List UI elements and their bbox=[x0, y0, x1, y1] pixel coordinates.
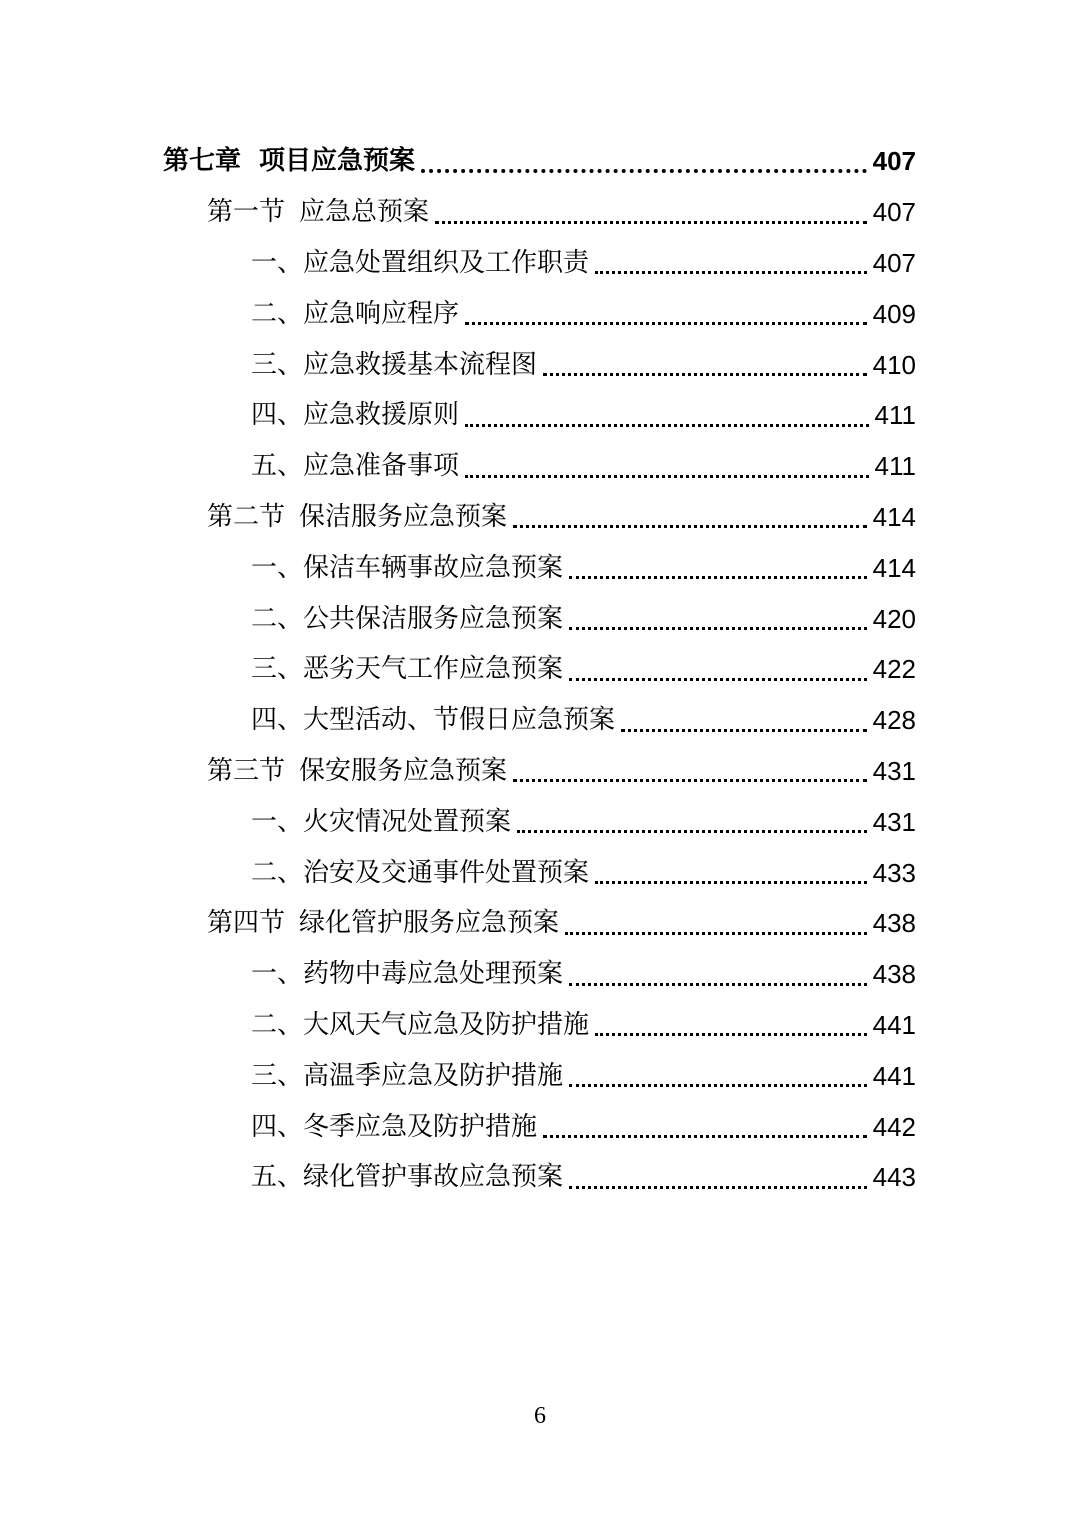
entry-prefix: 一、 bbox=[251, 247, 304, 278]
entry-prefix: 一、 bbox=[251, 806, 304, 837]
entry-page-number: 407 bbox=[872, 146, 916, 177]
toc-entry-subsection[interactable] bbox=[0, 847, 1080, 898]
toc-entry-subsection[interactable] bbox=[0, 1000, 1080, 1051]
entry-page-number: 441 bbox=[872, 1060, 916, 1091]
entry-title: 高温季应急及防护措施 bbox=[303, 1060, 564, 1091]
entry-prefix: 第一节 bbox=[207, 197, 286, 228]
toc-entry-subsection[interactable] bbox=[0, 390, 1080, 441]
entry-title: 应急响应程序 bbox=[303, 298, 460, 329]
entry-prefix: 四、 bbox=[251, 400, 304, 431]
dot-leader bbox=[569, 627, 867, 630]
toc-entry-section-4[interactable] bbox=[0, 898, 1080, 949]
dot-leader bbox=[513, 525, 867, 528]
entry-prefix: 五、 bbox=[251, 451, 304, 482]
entry-page-number: 438 bbox=[872, 959, 916, 990]
entry-page-number: 410 bbox=[872, 349, 916, 380]
entry-prefix: 第三节 bbox=[207, 755, 286, 786]
entry-page-number: 414 bbox=[872, 501, 916, 532]
entry-prefix: 三、 bbox=[251, 349, 304, 380]
entry-title: 项目应急预案 bbox=[259, 146, 416, 177]
entry-page-number: 442 bbox=[872, 1111, 916, 1142]
entry-title: 应急救援基本流程图 bbox=[303, 349, 538, 380]
entry-prefix: 第七章 bbox=[163, 146, 242, 177]
entry-page-number: 431 bbox=[872, 755, 916, 786]
entry-prefix: 第四节 bbox=[207, 908, 286, 939]
toc-entry-subsection[interactable] bbox=[0, 1101, 1080, 1152]
entry-prefix: 二、 bbox=[251, 298, 304, 329]
entry-page-number: 407 bbox=[872, 197, 916, 228]
entry-title: 绿化管护服务应急预案 bbox=[299, 908, 560, 939]
entry-title: 保洁服务应急预案 bbox=[299, 501, 508, 532]
dot-leader bbox=[543, 1135, 867, 1138]
dot-leader bbox=[595, 271, 867, 274]
entry-prefix: 三、 bbox=[251, 1060, 304, 1091]
toc-entry-subsection[interactable] bbox=[0, 339, 1080, 390]
entry-title: 治安及交通事件处置预案 bbox=[303, 857, 590, 888]
dot-leader bbox=[465, 475, 869, 478]
table-of-contents bbox=[0, 136, 1080, 1203]
dot-leader bbox=[517, 830, 867, 833]
toc-entry-subsection[interactable] bbox=[0, 238, 1080, 289]
dot-leader bbox=[435, 221, 867, 224]
dot-leader bbox=[569, 983, 867, 986]
toc-entry-section-3[interactable] bbox=[0, 746, 1080, 797]
entry-page-number: 443 bbox=[872, 1162, 916, 1193]
entry-title: 应急总预案 bbox=[299, 197, 430, 228]
toc-entry-subsection[interactable] bbox=[0, 288, 1080, 339]
entry-page-number: 422 bbox=[872, 654, 916, 685]
toc-entry-subsection[interactable] bbox=[0, 796, 1080, 847]
dot-leader bbox=[543, 373, 867, 376]
entry-page-number: 431 bbox=[872, 806, 916, 837]
entry-page-number: 441 bbox=[872, 1009, 916, 1040]
toc-entry-section-1[interactable] bbox=[0, 187, 1080, 238]
entry-title: 应急救援原则 bbox=[303, 400, 460, 431]
entry-title: 火灾情况处置预案 bbox=[303, 806, 512, 837]
toc-entry-subsection[interactable] bbox=[0, 542, 1080, 593]
entry-title: 保安服务应急预案 bbox=[299, 755, 508, 786]
entry-page-number: 411 bbox=[874, 400, 916, 431]
entry-page-number: 420 bbox=[872, 603, 916, 634]
toc-entry-subsection[interactable] bbox=[0, 695, 1080, 746]
entry-prefix: 二、 bbox=[251, 857, 304, 888]
dot-leader bbox=[569, 678, 867, 681]
dot-leader bbox=[595, 881, 867, 884]
entry-page-number: 411 bbox=[874, 451, 916, 482]
dot-leader bbox=[595, 1033, 867, 1036]
toc-entry-subsection[interactable] bbox=[0, 593, 1080, 644]
page-number: 6 bbox=[534, 1403, 546, 1429]
toc-entry-subsection[interactable] bbox=[0, 949, 1080, 1000]
entry-prefix: 二、 bbox=[251, 1009, 304, 1040]
dot-leader bbox=[465, 322, 867, 325]
entry-title: 药物中毒应急处理预案 bbox=[303, 959, 564, 990]
entry-page-number: 407 bbox=[872, 247, 916, 278]
entry-title: 恶劣天气工作应急预案 bbox=[303, 654, 564, 685]
entry-prefix: 二、 bbox=[251, 603, 304, 634]
toc-entry-subsection[interactable] bbox=[0, 644, 1080, 695]
toc-entry-section-2[interactable] bbox=[0, 492, 1080, 543]
entry-title: 应急准备事项 bbox=[303, 451, 460, 482]
entry-title: 绿化管护事故应急预案 bbox=[303, 1162, 564, 1193]
toc-entry-subsection[interactable] bbox=[0, 441, 1080, 492]
dot-leader bbox=[513, 779, 867, 782]
dot-leader bbox=[569, 1186, 867, 1189]
entry-title: 应急处置组织及工作职责 bbox=[303, 247, 590, 278]
dot-leader bbox=[621, 729, 867, 732]
dot-leader bbox=[565, 932, 867, 935]
entry-title: 保洁车辆事故应急预案 bbox=[303, 552, 564, 583]
entry-page-number: 433 bbox=[872, 857, 916, 888]
toc-entry-subsection[interactable] bbox=[0, 1050, 1080, 1101]
entry-title: 大型活动、节假日应急预案 bbox=[303, 705, 616, 736]
entry-page-number: 438 bbox=[872, 908, 916, 939]
toc-entry-chapter-7[interactable] bbox=[0, 136, 1080, 187]
dot-leader bbox=[569, 576, 867, 579]
entry-title: 公共保洁服务应急预案 bbox=[303, 603, 564, 634]
entry-prefix: 一、 bbox=[251, 959, 304, 990]
entry-title: 冬季应急及防护措施 bbox=[303, 1111, 538, 1142]
entry-page-number: 414 bbox=[872, 552, 916, 583]
entry-prefix: 第二节 bbox=[207, 501, 286, 532]
entry-prefix: 一、 bbox=[251, 552, 304, 583]
entry-prefix: 四、 bbox=[251, 705, 304, 736]
entry-prefix: 四、 bbox=[251, 1111, 304, 1142]
dot-leader bbox=[569, 1084, 867, 1087]
dot-leader bbox=[465, 424, 869, 427]
entry-page-number: 409 bbox=[872, 298, 916, 329]
entry-prefix: 五、 bbox=[251, 1162, 304, 1193]
entry-title: 大风天气应急及防护措施 bbox=[303, 1009, 590, 1040]
dot-leader bbox=[421, 169, 867, 173]
entry-page-number: 428 bbox=[872, 705, 916, 736]
entry-prefix: 三、 bbox=[251, 654, 304, 685]
toc-entry-subsection[interactable] bbox=[0, 1152, 1080, 1203]
